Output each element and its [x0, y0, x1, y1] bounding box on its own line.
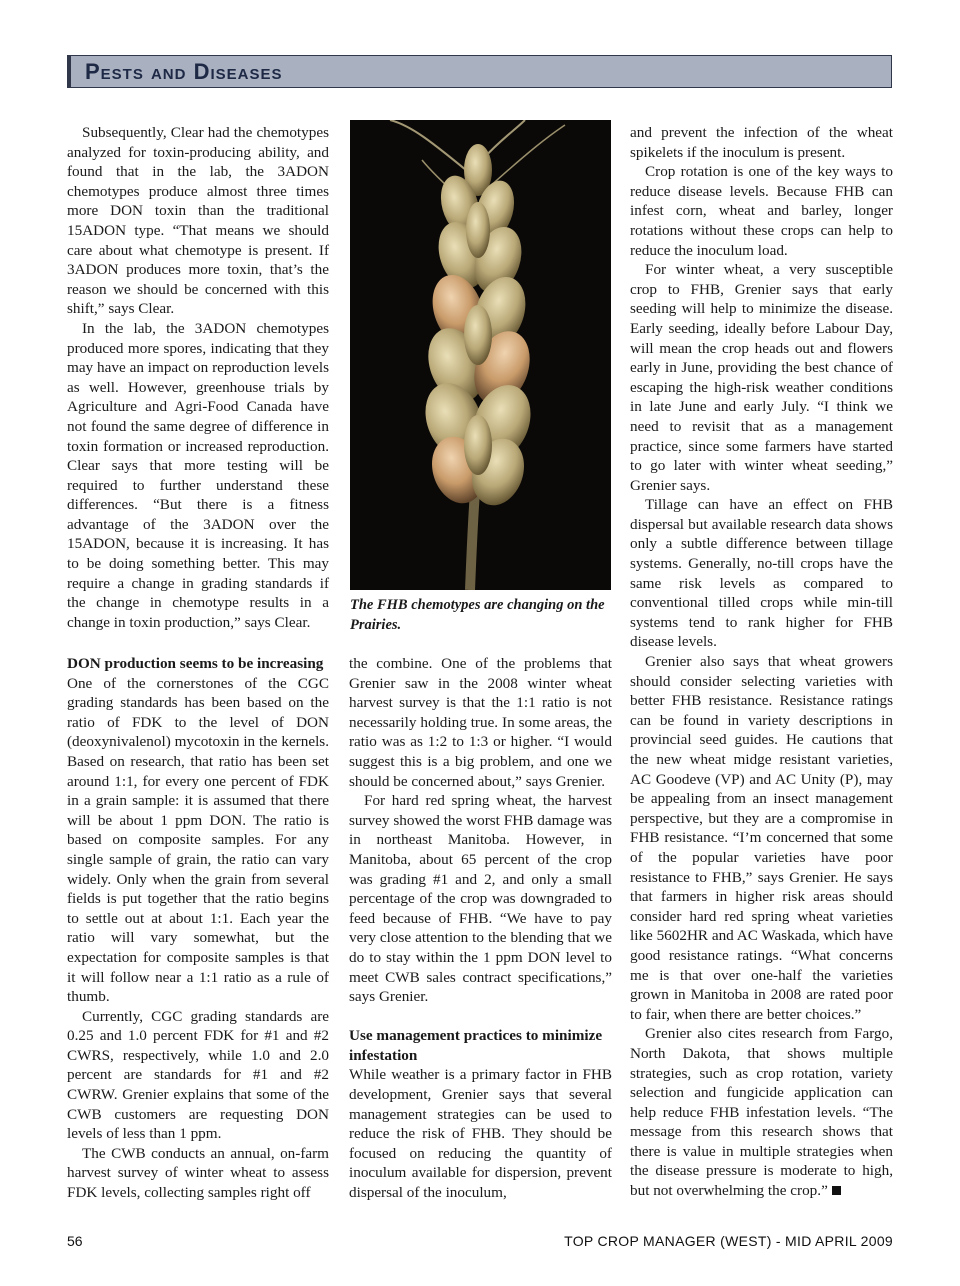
end-of-article-mark — [832, 1186, 841, 1195]
section-title: Pests and Diseases — [85, 58, 283, 84]
paragraph: The CWB conducts an annual, on-farm harvest survey of winter wheat to assess FDK levels, collecting samples right off — [67, 1144, 329, 1202]
paragraph: Crop rotation is one of the key ways to reduce disease levels. Because FHB can infest corn, wheat and barley, longer rotations without these crops can help to reduce the inoculum load. — [630, 163, 893, 259]
wheat-spike-image — [350, 120, 611, 590]
subheading: DON production seems to be increasing — [67, 655, 324, 672]
subheading: Use management practices to minimize infestation — [349, 1027, 603, 1064]
section-banner — [67, 55, 892, 88]
column-2 — [349, 654, 612, 1203]
paragraph: For winter wheat, a very susceptible crop to FHB, Grenier says that early seeding will help to minimize the disease. Early seeding, ideally before Labour Day, will mean the crop heads out and flowers early in June, providing the best chance of escaping the high-risk weather conditions in late June and early July. “I think we need to revisit that as a management practice, since some farmers have started to go later with winter wheat seeding,” Grenier says. — [630, 261, 893, 494]
paragraph: In the lab, the 3ADON chemotypes produced more spores, indicating that they may have an impact on reproduction levels as well. However, greenhouse trials by Agriculture and Agri-Food Canada have not found the same degree of difference in toxin formation or increased reproduction. Clear says that more testing will be required to further understand these differences. “But there is a fitness advantage of the 3ADON over the 15ADON, because it is increasing. It has to be doing something better. This may require a change in grading standards if the change in chemotype results in a change in toxin production,” says Clear. — [67, 319, 329, 631]
paragraph: Grenier also says that wheat growers should consider selecting varieties with better FHB resistance. Resistance ratings can be found in variety descriptions in provincial seed guides. He cautions that the new wheat midge resistant varieties, AC Goodeve (VP) and AC Unity (P), may be appealing from an insect management perspective, but they are a compromise in FHB resistance. “I’m concerned that some of the popular varieties have poor resistance to FHB,” says Grenier. He says that farmers in higher risk areas should consider hard red spring wheat varieties like 5602HR and AC Waskada, which have good resistance ratings. “What concerns me is that over one-half the varieties grown in Manitoba in 2008 are rated poor to fair, when there are better choices.” — [630, 653, 893, 1023]
column-3 — [630, 123, 893, 1201]
photo-caption: The FHB chemotypes are changing on the Prairies. — [350, 597, 605, 633]
column-1-bottom — [67, 654, 329, 1203]
paragraph: and prevent the infection of the wheat spikelets if the inoculum is present. — [630, 124, 893, 161]
paragraph-last — [630, 1024, 893, 1200]
spacer — [349, 1007, 612, 1027]
page-number: 56 — [67, 1233, 83, 1249]
wheat-head-photo — [350, 120, 611, 590]
paragraph: For hard red spring wheat, the harvest survey showed the worst FHB damage was in northeast Manitoba. However, in Manitoba, about 65 percent of the crop was grading #1 and 2, and only a small percentage of the crop was downgraded to feed because of FHB. “We have to pay very close attention to the blending that we do to stay within the 1 ppm DON level to meet CWB sales contract specifications,” says Grenier. — [349, 792, 612, 1006]
paragraph: While weather is a primary factor in FHB development, Grenier says that several management strategies can be used to reduce the risk of FHB. They should be focused on reducing the quantity of inoculum available for dispersion, prevent dispersal of the inoculum, — [349, 1066, 612, 1202]
paragraph: Tillage can have an effect on FHB dispersal but available research data shows only a subtle difference between tillage systems. Generally, no-till crops have the same risk levels as compared to conventional tilled crops while min-till systems tend to rank higher for FHB disease levels. — [630, 496, 893, 651]
paragraph: One of the cornerstones of the CGC grading standards has been based on the ratio of FDK to the level of DON (deoxynivalenol) mycotoxin in the kernels. Based on research, that ratio has been set around 1:1, for every one percent of FDK in a grain sample: it is assumed that there will be about 1 ppm DON. The ratio is based on composite samples. For any single sample of grain, the ratio can vary widely. Only when the grain from several fields is put together that the ratio begins to settle out at about 1:1. Each year the ratio will vary somewhat, but the expectation for composite samples is that it will follow near a 1:1 ratio as a rule of thumb. — [67, 674, 329, 1006]
paragraph-text: Grenier also cites research from Fargo, North Dakota, that shows multiple strategies, such as crop rotation, variety selection and fungicide application can help reduce FHB infestation levels. “The message from this research shows that there is value in multiple strategies when the disease pressure is moderate to high, but not overwhelming the crop.” — [630, 1025, 893, 1200]
column-1-top — [67, 123, 329, 632]
paragraph: Subsequently, Clear had the chemotypes analyzed for toxin-producing ability, and found that in the lab, the 3ADON chemotypes produce almost three times more DON toxin than the traditional 15ADON type. “That means we should care about what chemotype is present. If 3ADON produces more toxin, that’s the reason we should be concerned with this shift,” says Clear. — [67, 124, 329, 318]
paragraph: Currently, CGC grading standards are 0.25 and 1.0 percent FDK for #1 and #2 CWRS, respectively, while 1.0 and 2.0 percent are standards for #1 and #2 CWRW. Grenier explains that some of the CWB customers are requesting DON levels of less than 1 ppm. — [67, 1007, 329, 1143]
footer-publication-title: TOP CROP MANAGER (WEST) - MID APRIL 2009 — [564, 1233, 893, 1249]
paragraph: the combine. One of the problems that Grenier saw in the 2008 winter wheat harvest survey is that the 1:1 ratio is not necessarily holding true. In some areas, the ratio was as 1:2 to 1:3 or higher. “I would suggest this is a big problem, and one we should be concerned about,” says Grenier. — [349, 655, 612, 790]
